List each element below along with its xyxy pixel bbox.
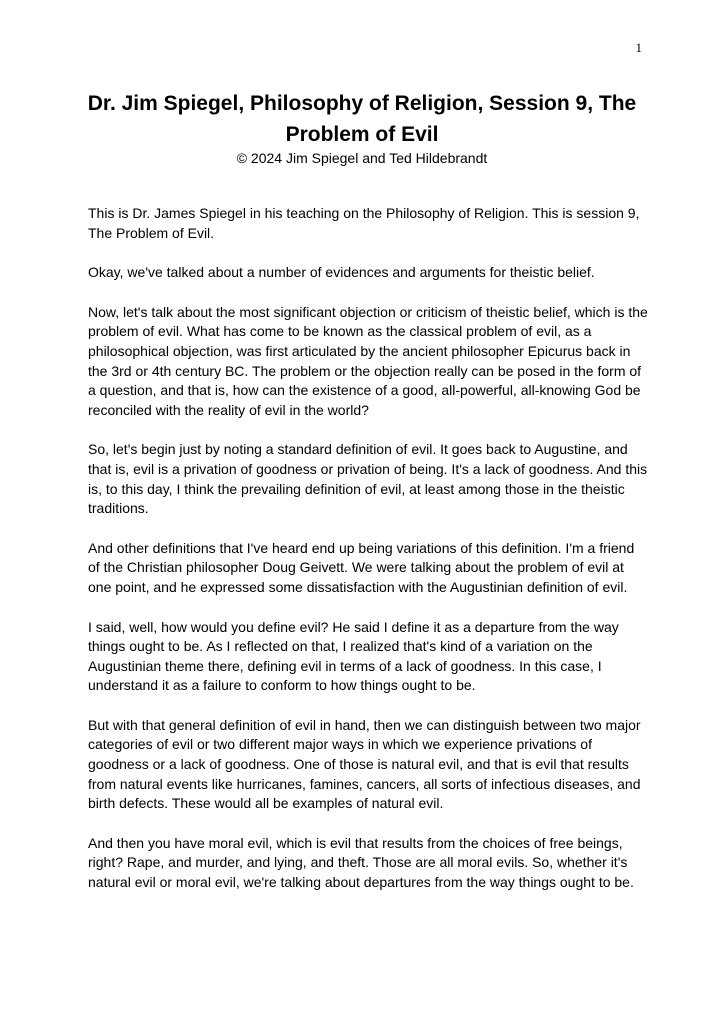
copyright-line: © 2024 Jim Spiegel and Ted Hildebrandt [236, 150, 488, 166]
paragraph: Okay, we've talked about a number of evidences and arguments for theistic belief. [88, 264, 595, 281]
page-number: 1 [635, 40, 642, 55]
document-body [88, 204, 648, 913]
paragraph: And other definitions that I've heard end up being variations of this definition. I'm a friend of the Christian philosopher Doug Geivett. We were talking about the problem of evil at one point, and he expressed some dissatisfaction with the Augustinian definition of evil. [88, 539, 635, 595]
paragraph: Now, let's talk about the most significant objection or criticism of theistic belief, which is the problem of evil. What has come to be known as the classical problem of evil, as a philosophical objection, was first articulated by the ancient philosopher Epicurus back in the 3rd or 4th century BC. The problem or the objection really can be posed in the form of a question, and that is, how can the existence of a good, all-powerful, all-knowing God be reconciled with the reality of evil in the world? [88, 303, 648, 418]
paragraph: But with that general definition of evil in hand, then we can distinguish between two major categories of evil or two different major ways in which we experience privations of goodness or a lack of goodness. One of those is natural evil, and that is evil that results from natural events like hurricanes, famines, cancers, all sorts of infectious diseases, and birth defects. These would all be examples of natural evil. [88, 716, 641, 812]
paragraph: This is Dr. James Spiegel in his teaching on the Philosophy of Religion. This is session 9, The Problem of Evil. [88, 205, 640, 241]
paragraph: I said, well, how would you define evil? He said I define it as a departure from the way things ought to be. As I reflected on that, I realized that's kind of a variation on the Augustinian theme there, defining evil in terms of a lack of goodness. In this case, I understand it as a failure to conform to how things ought to be. [88, 618, 619, 694]
paragraph: So, let's begin just by noting a standard definition of evil. It goes back to Augustine, and that is, evil is a privation of goodness or privation of being. It's a lack of goodness. And this is, to this day, I think the prevailing definition of evil, at least among those in the theistic traditions. [88, 441, 648, 517]
page-title: Dr. Jim Spiegel, Philosophy of Religion, Session 9, The Problem of Evil [87, 92, 637, 146]
paragraph: And then you have moral evil, which is evil that results from the choices of free beings, right? Rape, and murder, and lying, and theft. Those are all moral evils. So, whether it's natural evil or moral evil, we're talking about departures from the way things ought to be. [88, 834, 634, 891]
